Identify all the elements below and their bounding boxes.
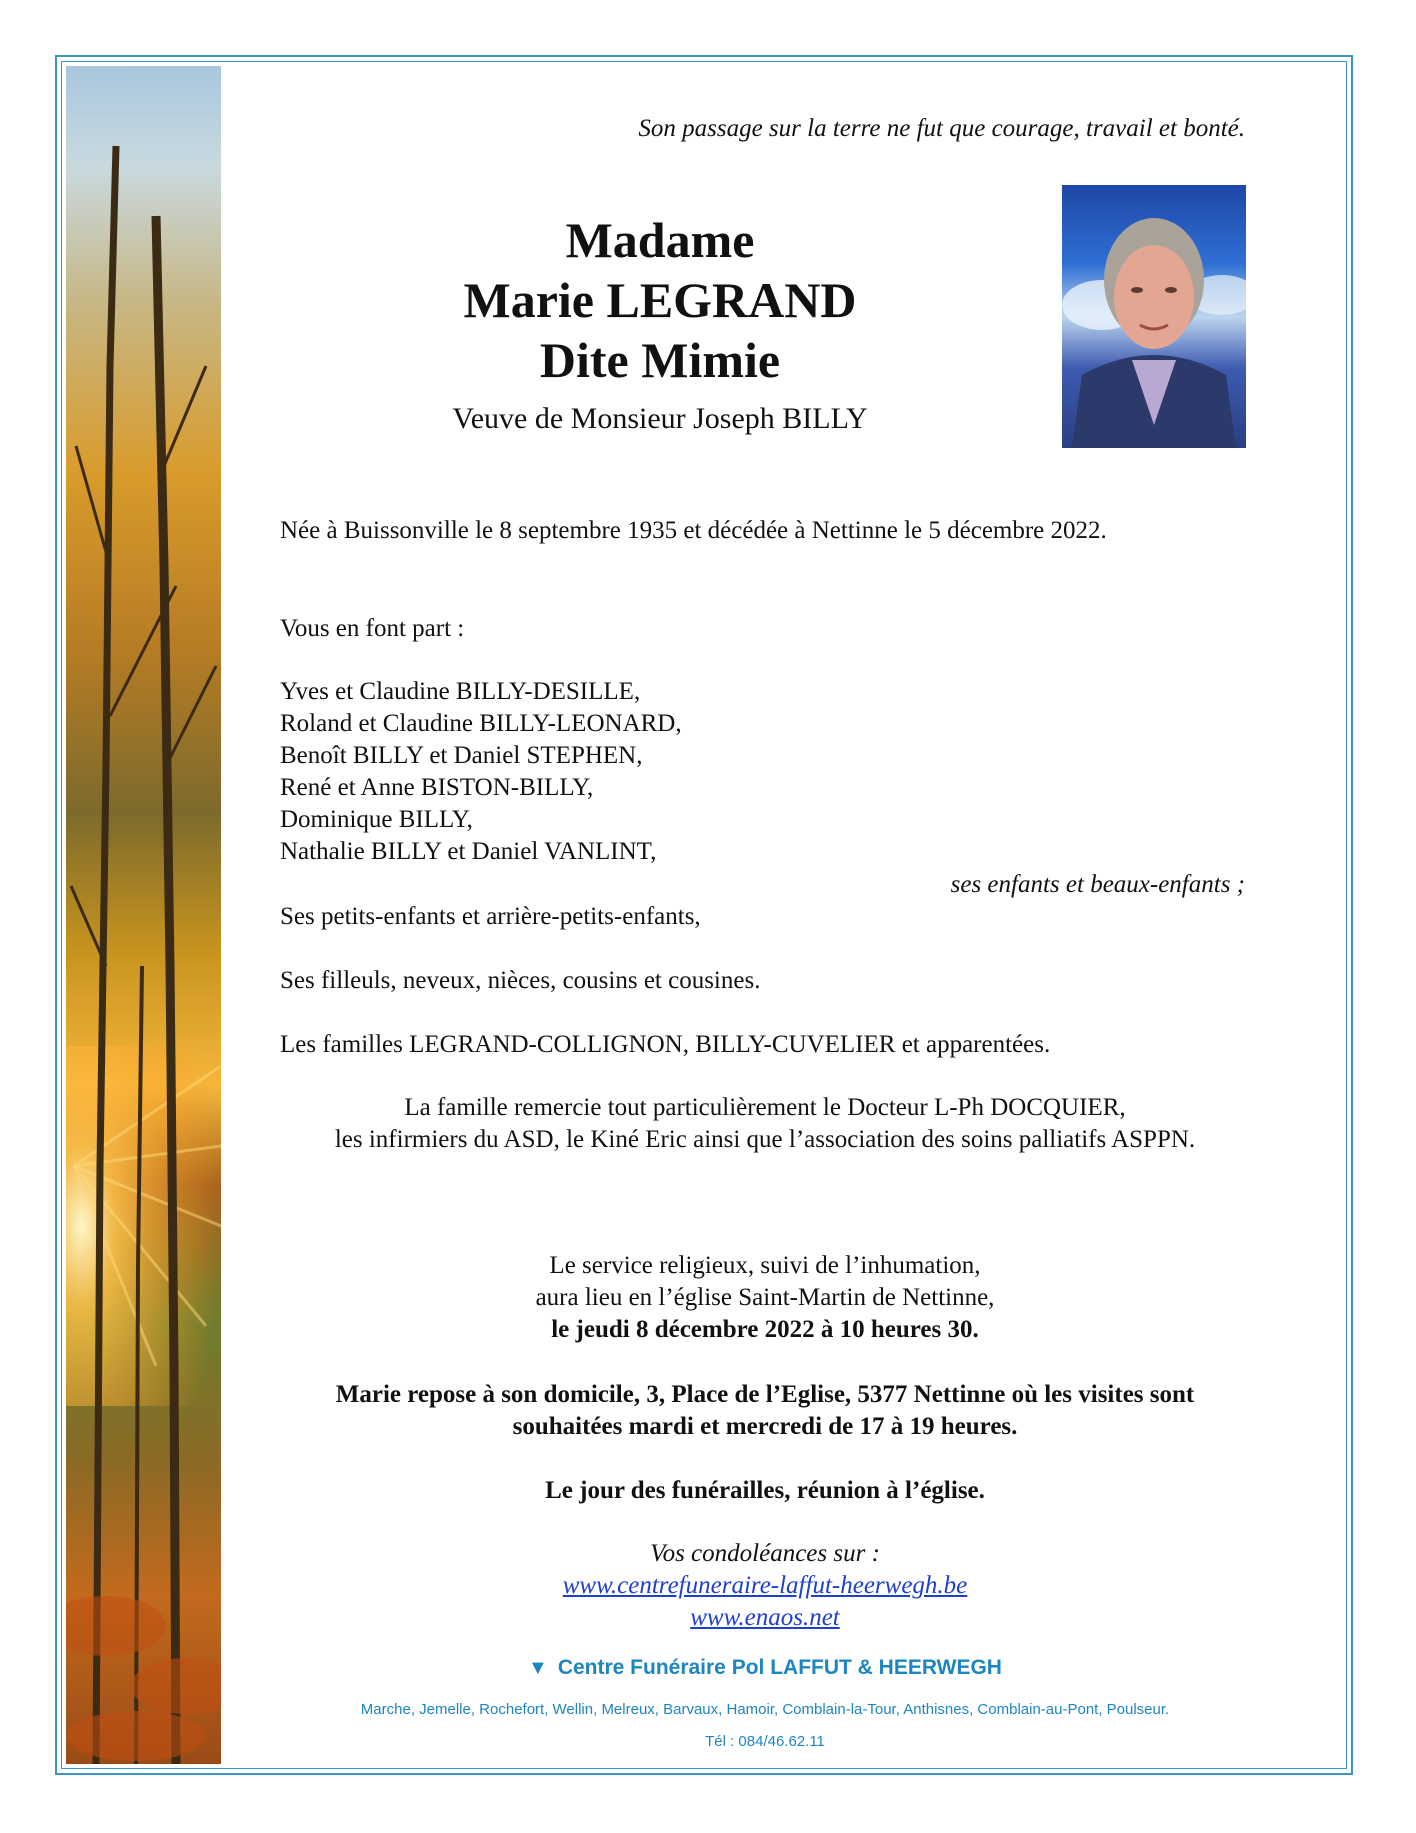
list-item: Benoît BILLY et Daniel STEPHEN, — [280, 742, 643, 769]
full-name: Marie LEGRAND — [463, 272, 857, 328]
godchildren-text: Ses filleuls, neveux, nièces, cousins et cousines. — [280, 967, 761, 994]
honorific: Madame — [565, 212, 755, 268]
service-line: Le service religieux, suivi de l’inhumation, — [549, 1252, 981, 1279]
families-text: Les familles LEGRAND-COLLIGNON, BILLY-CUVELIER et apparentées. — [280, 1031, 1051, 1058]
condolences-block — [280, 1538, 1250, 1634]
family-list — [280, 676, 1260, 868]
list-item: Dominique BILLY, — [280, 806, 473, 833]
service-date: le jeudi 8 décembre 2022 à 10 heures 30. — [551, 1316, 979, 1343]
grandchildren-text: Ses petits-enfants et arrière-petits-enfants, — [280, 903, 701, 930]
funeral-home-label: Centre Funéraire Pol LAFFUT & HEERWEGH — [557, 1656, 1002, 1679]
widow-of: Veuve de Monsieur Joseph BILLY — [452, 402, 868, 435]
visitation-block — [280, 1379, 1250, 1443]
deceased-name-block — [360, 210, 960, 390]
visitation-line: souhaitées mardi et mercredi de 17 à 19 heures. — [512, 1413, 1018, 1440]
list-item: Nathalie BILLY et Daniel VANLINT, — [280, 838, 657, 865]
service-line: aura lieu en l’église Saint-Martin de Nettinne, — [535, 1284, 995, 1311]
list-item: René et Anne BISTON-BILLY, — [280, 774, 594, 801]
condolences-link-centre[interactable]: www.centrefuneraire-laffut-heerwegh.be — [562, 1572, 968, 1599]
list-item: Yves et Claudine BILLY-DESILLE, — [280, 678, 641, 705]
triangle-down-icon: ▼ — [528, 1657, 548, 1679]
list-item: Roland et Claudine BILLY-LEONARD, — [280, 710, 682, 737]
thanks-line: La famille remercie tout particulièrement le Docteur L-Ph DOCQUIER, — [404, 1094, 1126, 1121]
visitation-line: Marie repose à son domicile, 3, Place de l’Eglise, 5377 Nettinne où les visites sont — [335, 1381, 1195, 1408]
funeral-home-name — [280, 1656, 1250, 1680]
autumn-forest-image — [66, 66, 221, 1764]
funeral-day-text: Le jour des funérailles, réunion à l’église. — [545, 1477, 985, 1504]
birth-death-text: Née à Buissonville le 8 septembre 1935 et décédée à Nettinne le 5 décembre 2022. — [280, 517, 1107, 544]
nickname: Dite Mimie — [539, 332, 781, 388]
funeral-home-locations: Marche, Jemelle, Rochefort, Wellin, Melreux, Barvaux, Hamoir, Comblain-la-Tour, Anthisnes, Comblain-au-Pont, Poulseur. — [360, 1701, 1170, 1718]
children-label: ses enfants et beaux-enfants ; — [950, 871, 1245, 898]
condolences-label: Vos condoléances sur : — [650, 1540, 880, 1567]
condolences-link-enaos[interactable]: www.enaos.net — [690, 1604, 840, 1631]
portrait-illustration — [1062, 185, 1246, 448]
thanks-line: les infirmiers du ASD, le Kiné Eric ainsi que l’association des soins palliatifs ASPPN. — [334, 1126, 1196, 1153]
autumn-forest-illustration — [66, 66, 221, 1764]
service-block — [280, 1250, 1250, 1346]
funeral-home-phone: Tél : 084/46.62.11 — [705, 1733, 825, 1750]
epigraph: Son passage sur la terre ne fut que courage, travail et bonté. — [638, 115, 1245, 142]
announce-intro: Vous en font part : — [280, 615, 465, 642]
portrait-photo — [1062, 185, 1246, 448]
thanks-block — [280, 1092, 1250, 1156]
